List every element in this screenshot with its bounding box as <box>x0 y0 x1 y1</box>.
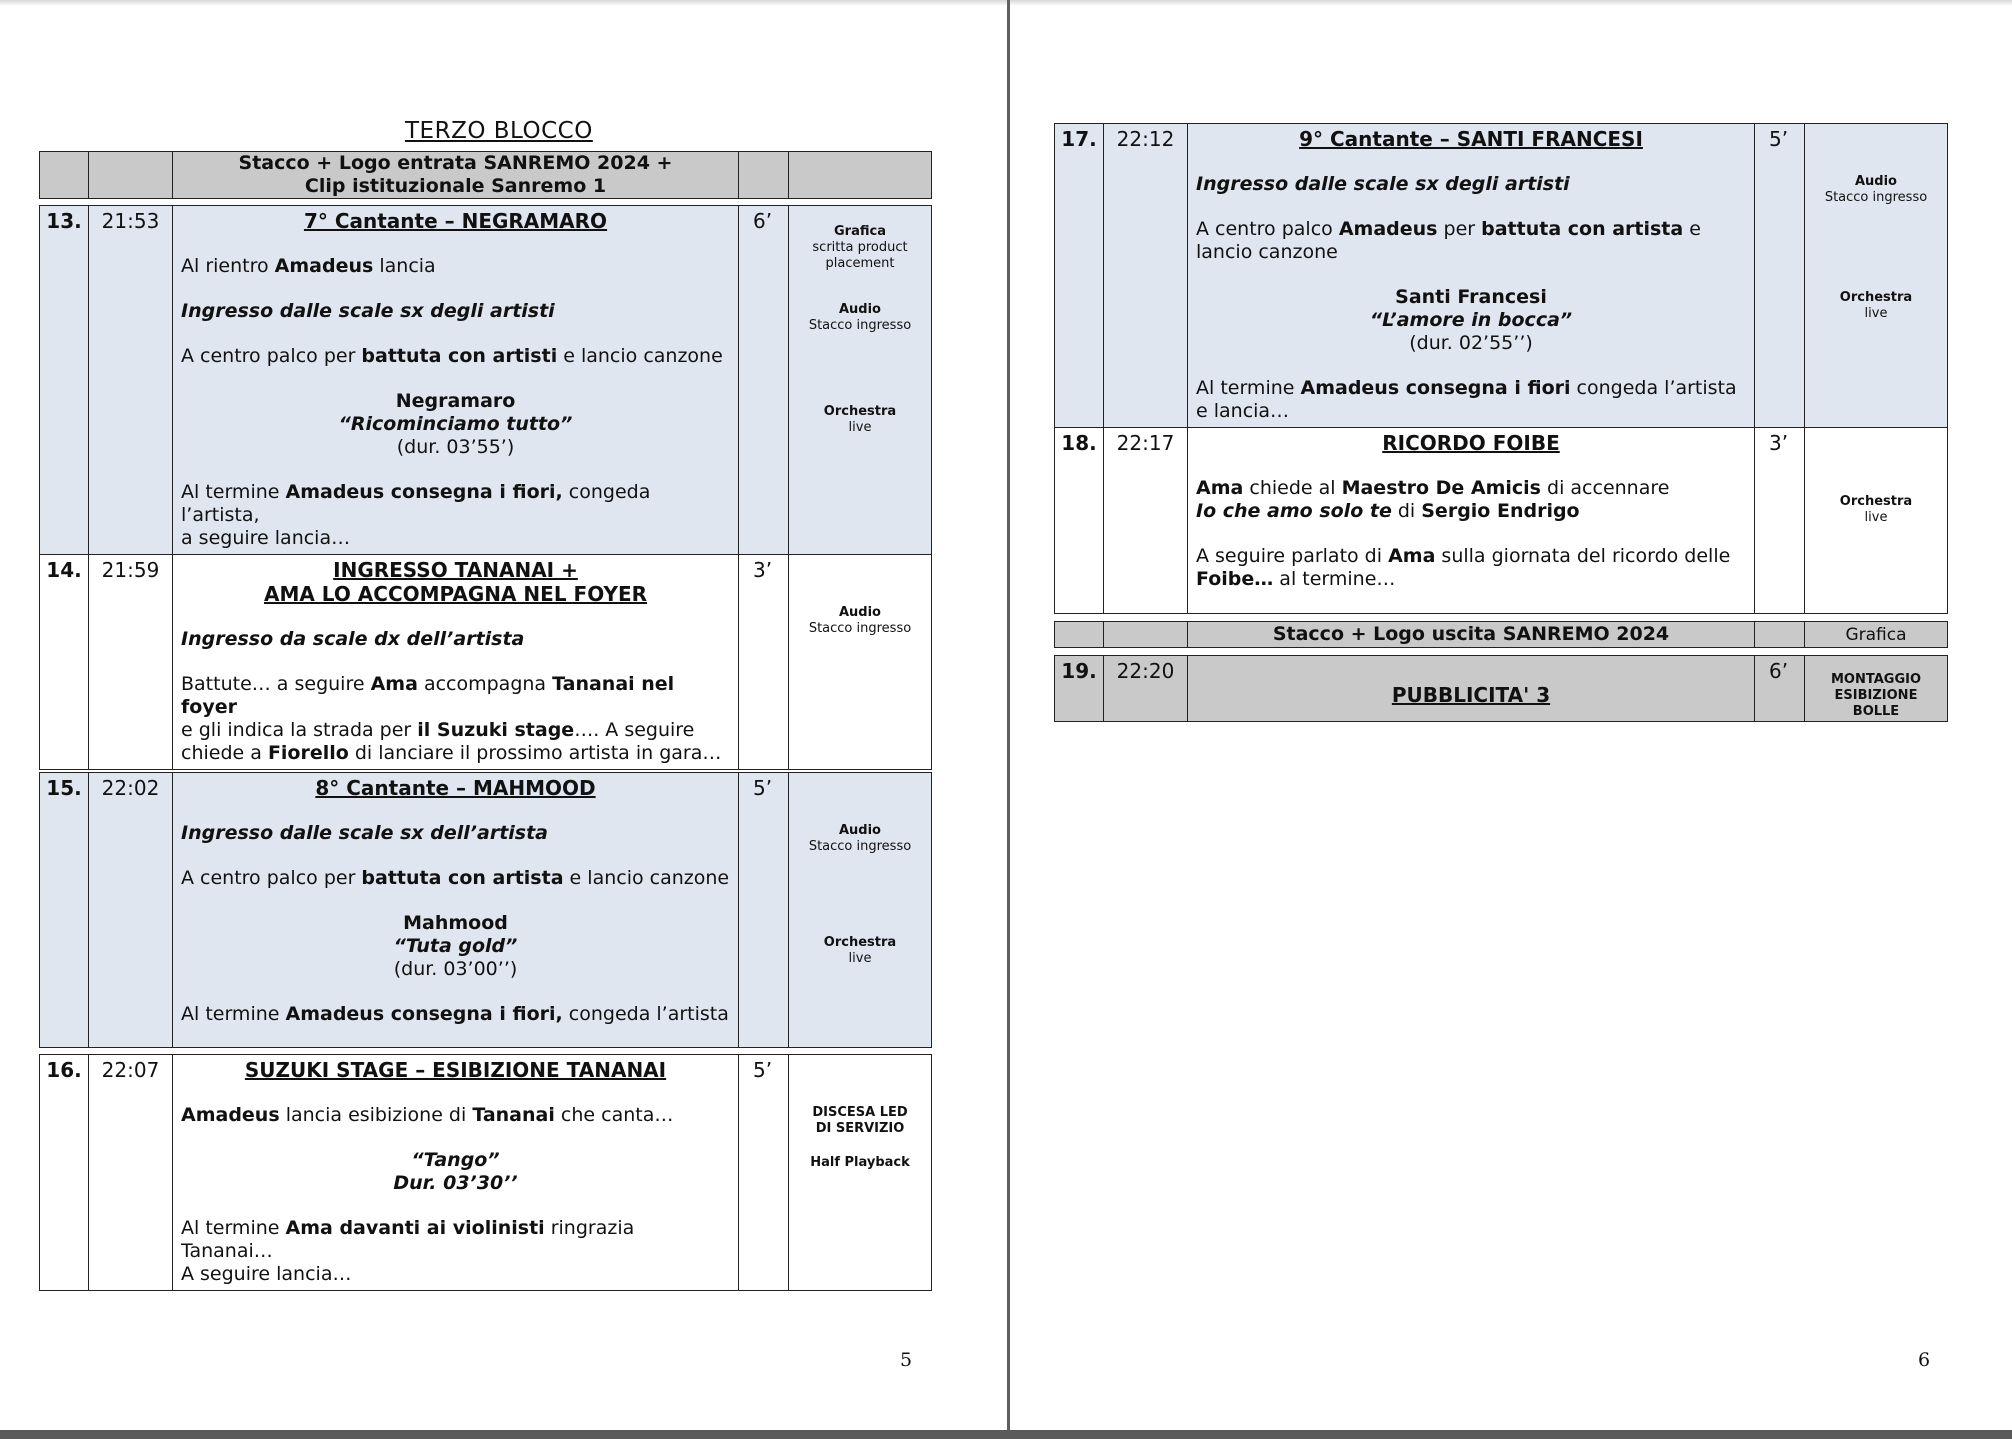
bar-cell-note <box>789 152 932 199</box>
row-duration: 5’ <box>1755 124 1805 428</box>
line: chiede a Fiorello di lanciare il prossimo artista in gara… <box>181 742 722 764</box>
line: Al termine Amadeus consegna i fiori, congeda l’artista, <box>181 481 651 526</box>
exit-bar <box>1054 621 1948 648</box>
bar-cell-dur <box>1755 622 1805 648</box>
row-content <box>173 206 739 555</box>
row-title: SUZUKI STAGE – ESIBIZIONE TANANAI <box>244 1058 667 1082</box>
row-duration: 5’ <box>739 1055 789 1291</box>
song-title: “Tuta gold” <box>393 935 518 957</box>
rundown-row-13 <box>39 205 932 555</box>
song-title: “Tango” <box>411 1149 500 1171</box>
row-title: 7° Cantante – NEGRAMARO <box>303 209 608 233</box>
line: Ama chiede al Maestro De Amicis di accennare <box>1196 477 1670 499</box>
row-title: RICORDO FOIBE <box>1382 431 1560 455</box>
artist-name: Negramaro <box>395 390 516 412</box>
bar-cell-num <box>1055 622 1104 648</box>
line: e lancia… <box>1196 400 1290 422</box>
rundown-row-15 <box>39 772 932 1048</box>
row-number: 18. <box>1055 428 1104 614</box>
song-block <box>1196 286 1746 355</box>
row-time: 22:07 <box>89 1055 173 1291</box>
row-notes: Audio Stacco ingresso Orchestra live <box>1805 124 1948 428</box>
row-duration: 3’ <box>739 555 789 770</box>
header-bar-entry <box>39 151 932 199</box>
exit-bar-note: Grafica <box>1805 622 1948 648</box>
line: Ingresso dalle scale sx dell’artista <box>181 822 549 844</box>
viewer-bottom-bar <box>0 1430 2012 1439</box>
row-content <box>1188 656 1755 722</box>
exit-bar-text: Stacco + Logo uscita SANREMO 2024 <box>1188 622 1755 648</box>
page-number: 6 <box>1918 1349 1931 1371</box>
row-duration: 5’ <box>739 773 789 1048</box>
row-number: 16. <box>40 1055 89 1291</box>
song-title: “Ricominciamo tutto” <box>338 413 573 435</box>
row-notes: DISCESA LED DI SERVIZIO Half Playback <box>789 1055 932 1291</box>
row-time: 21:53 <box>89 206 173 555</box>
song-duration: (dur. 03’55’) <box>396 436 515 458</box>
song-block <box>181 1149 730 1195</box>
line: A centro palco Amadeus per battuta con artista e <box>1196 218 1701 240</box>
song-title: “L’amore in bocca” <box>1369 309 1573 331</box>
rundown-row-19 <box>1054 655 1948 722</box>
bar-entry-line1: Stacco + Logo entrata SANREMO 2024 + <box>238 152 673 174</box>
row-number: 13. <box>40 206 89 555</box>
line: Al rientro Amadeus lancia <box>181 255 436 277</box>
page-5 <box>0 0 1007 1430</box>
song-duration: (dur. 02’55’’) <box>1409 332 1533 354</box>
rundown-row-14 <box>39 554 932 770</box>
page-number: 5 <box>900 1349 913 1371</box>
bar-entry-text <box>173 152 739 199</box>
bar-cell-dur <box>739 152 789 199</box>
row-notes: MONTAGGIO ESIBIZIONE BOLLE <box>1805 656 1948 722</box>
row-time: 22:17 <box>1104 428 1188 614</box>
line: Ingresso dalle scale sx degli artisti <box>1196 173 1570 195</box>
row-duration: 6’ <box>739 206 789 555</box>
line: Al termine Ama davanti ai violinisti ringrazia Tananai… <box>181 1217 635 1262</box>
row-notes: Audio Stacco ingresso Orchestra live <box>789 773 932 1048</box>
rundown-row-17 <box>1054 123 1948 428</box>
line: lancio canzone <box>1196 241 1338 263</box>
row-notes: Orchestra live <box>1805 428 1948 614</box>
bar-cell-time <box>89 152 173 199</box>
line: a seguire lancia… <box>181 527 351 549</box>
row-content <box>173 555 739 770</box>
line: A centro palco per battuta con artisti e lancio canzone <box>181 345 723 367</box>
row-title: 8° Cantante – MAHMOOD <box>315 776 596 800</box>
song-block <box>181 912 730 981</box>
line: A seguire parlato di Ama sulla giornata del ricordo delle <box>1196 545 1731 567</box>
line: A seguire lancia… <box>181 1263 352 1285</box>
line: Foibe… al termine… <box>1196 568 1396 590</box>
row-duration: 3’ <box>1755 428 1805 614</box>
song-duration: (dur. 03’00’’) <box>393 958 518 980</box>
bar-entry-line2: Clip istituzionale Sanremo 1 <box>304 175 607 197</box>
line: Ingresso dalle scale sx degli artisti <box>181 300 555 322</box>
bar-cell-time <box>1104 622 1188 648</box>
row-time: 22:02 <box>89 773 173 1048</box>
row-duration: 6’ <box>1755 656 1805 722</box>
line: Al termine Amadeus consegna i fiori, congeda l’artista <box>181 1003 729 1025</box>
song-block <box>181 390 730 459</box>
artist-name: Mahmood <box>403 912 508 934</box>
line: Ingresso da scale dx dell’artista <box>181 628 525 650</box>
row-title: 9° Cantante – SANTI FRANCESI <box>1299 127 1643 151</box>
row-notes: Audio Stacco ingresso <box>789 555 932 770</box>
page-6 <box>1010 0 2012 1430</box>
line: Al termine Amadeus consegna i fiori congeda l’artista <box>1196 377 1737 399</box>
row-content <box>1188 428 1755 614</box>
rundown-row-18 <box>1054 427 1948 614</box>
row-number: 14. <box>40 555 89 770</box>
row-title-line2: AMA LO ACCOMPAGNA NEL FOYER <box>263 582 648 606</box>
row-content <box>173 773 739 1048</box>
line: Io che amo solo te di Sergio Endrigo <box>1196 500 1580 522</box>
row-content <box>173 1055 739 1291</box>
line: Amadeus lancia esibizione di Tananai che canta… <box>181 1104 674 1126</box>
row-number: 15. <box>40 773 89 1048</box>
rundown-row-16 <box>39 1054 932 1291</box>
row-title: PUBBLICITA' 3 <box>1391 683 1551 707</box>
row-content <box>1188 124 1755 428</box>
artist-name: Santi Francesi <box>1395 286 1547 308</box>
row-notes: Grafica scritta product placement Audio Stacco ingresso Orchestra live <box>789 206 932 555</box>
row-number: 19. <box>1055 656 1104 722</box>
row-number: 17. <box>1055 124 1104 428</box>
line: e gli indica la strada per il Suzuki stage…. A seguire <box>181 719 695 741</box>
bar-cell-num <box>40 152 89 199</box>
row-time: 22:20 <box>1104 656 1188 722</box>
block-title: TERZO BLOCCO <box>405 118 593 144</box>
row-time: 21:59 <box>89 555 173 770</box>
row-time: 22:12 <box>1104 124 1188 428</box>
line: Battute… a seguire Ama accompagna Tananai nel foyer <box>181 673 675 718</box>
song-duration: Dur. 03’30’’ <box>393 1172 518 1194</box>
line: A centro palco per battuta con artista e lancio canzone <box>181 867 730 889</box>
row-title-line1: INGRESSO TANANAI + <box>333 558 578 582</box>
